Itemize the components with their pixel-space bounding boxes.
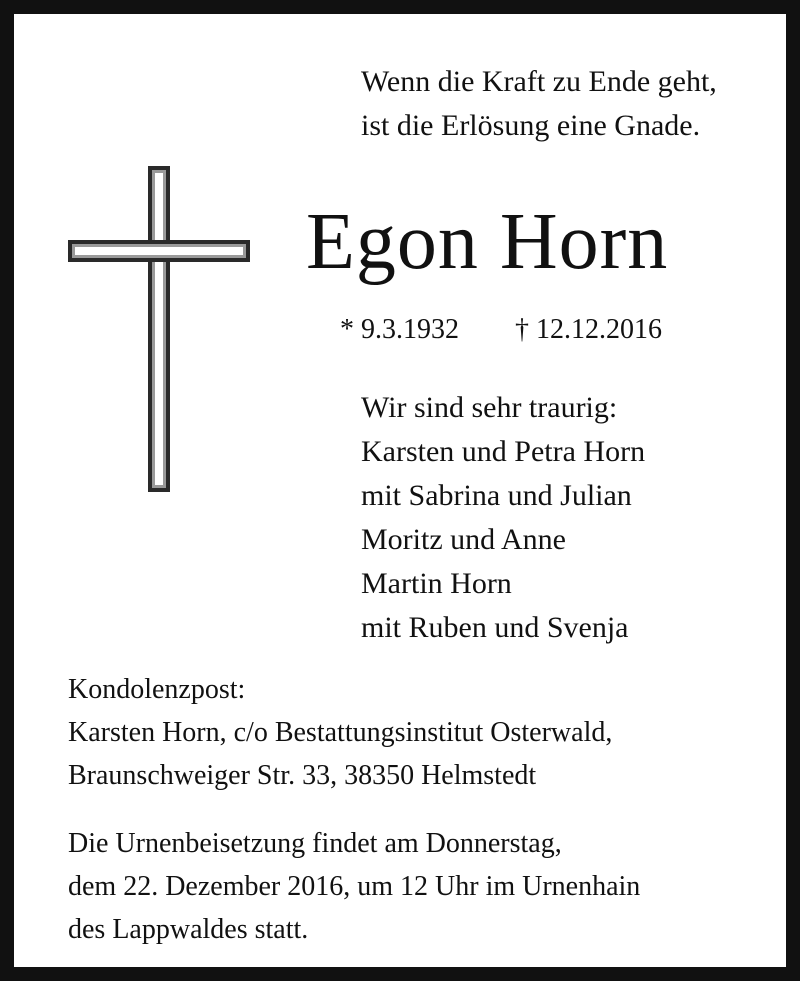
mourners-line: Moritz und Anne bbox=[361, 523, 566, 556]
death-date: † 12.12.2016 bbox=[515, 314, 662, 345]
mourners-line: mit Sabrina und Julian bbox=[361, 479, 632, 512]
funeral-line: dem 22. Dezember 2016, um 12 Uhr im Urnenhain bbox=[68, 871, 641, 902]
life-dates bbox=[340, 310, 662, 350]
motto-line: ist die Erlösung eine Gnade. bbox=[361, 109, 701, 142]
mourners-line: Wir sind sehr traurig: bbox=[361, 391, 618, 424]
condolence-line: Braunschweiger Str. 33, 38350 Helmstedt bbox=[68, 760, 537, 791]
deceased-name: Egon Horn bbox=[306, 198, 669, 286]
condolence-line: Karsten Horn, c/o Bestattungsinstitut Osterwald, bbox=[68, 717, 613, 748]
condolence-address bbox=[68, 668, 612, 797]
mourners-line: mit Ruben und Svenja bbox=[361, 611, 629, 644]
motto-text bbox=[361, 60, 717, 148]
funeral-line: Die Urnenbeisetzung findet am Donnerstag, bbox=[68, 828, 562, 859]
motto-line: Wenn die Kraft zu Ende geht, bbox=[361, 65, 717, 98]
condolence-line: Kondolenzpost: bbox=[68, 674, 246, 705]
funeral-notice bbox=[68, 822, 640, 951]
mourners-list bbox=[361, 386, 645, 650]
birth-date: * 9.3.1932 bbox=[340, 314, 459, 345]
mourners-line: Karsten und Petra Horn bbox=[361, 435, 646, 468]
funeral-line: des Lappwaldes statt. bbox=[68, 914, 309, 945]
mourners-line: Martin Horn bbox=[361, 567, 512, 600]
cross-icon bbox=[66, 164, 252, 496]
